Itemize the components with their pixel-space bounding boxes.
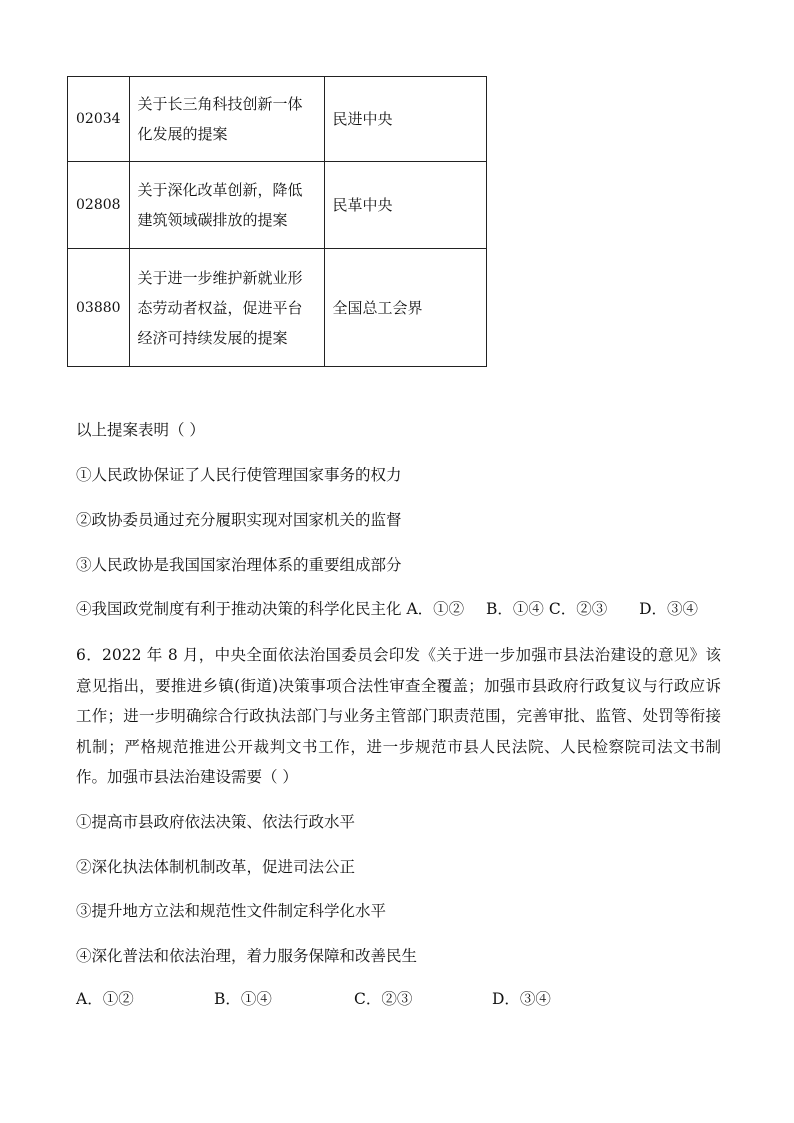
q6-option-a: A．①② — [76, 990, 134, 1008]
proposal-proposer: 民革中央 — [324, 162, 486, 249]
q6-option-c: C．②③ — [354, 990, 413, 1008]
proposal-title: 关于进一步维护新就业形态劳动者权益，促进平台经济可持续发展的提案 — [129, 249, 324, 367]
q6-options — [76, 987, 551, 1009]
table-row — [68, 249, 487, 367]
q6-item-3: ③提升地方立法和规范性文件制定科学化水平 — [76, 902, 387, 920]
q5-item-2: ②政协委员通过充分履职实现对国家机关的监督 — [76, 511, 402, 529]
proposal-number: 03880 — [68, 249, 130, 367]
proposal-table — [67, 76, 487, 367]
q5-item-3: ③人民政协是我国国家治理体系的重要组成部分 — [76, 556, 402, 574]
proposal-number: 02034 — [68, 77, 130, 162]
proposal-proposer: 全国总工会界 — [324, 249, 486, 367]
q6-stem: 6．2022 年 8 月，中央全面依法治国委员会印发《关于进一步加强市县法治建设的意见》该意见指出，要推进乡镇(街道)决策事项合法性审查全覆盖；加强市县政府行政复议与行政应诉工作；进一步明确综合行政执法部门与业务主管部门职责范围，完善审批、监管、处罚等衔接机制；严格规范推进公开裁判文书工作，进一步规范市县人民法院、人民检察院司法文书制作。加强市县法治建设需要（ ） — [76, 646, 721, 786]
q6-item-1: ①提高市县政府依法决策、依法行政水平 — [76, 813, 356, 831]
proposal-title: 关于长三角科技创新一体化发展的提案 — [129, 77, 324, 162]
q5-item-4: ④我国政党制度有利于推动决策的科学化民主化 — [76, 600, 402, 618]
q6-option-d: D．③④ — [492, 990, 551, 1008]
q5-option-a: A．①② — [406, 600, 465, 618]
q6-item-2: ②深化执法体制机制改革，促进司法公正 — [76, 858, 356, 876]
q6-option-b: B．①④ — [214, 990, 272, 1008]
q5-option-c: C．②③ — [548, 600, 608, 618]
proposal-title: 关于深化改革创新，降低建筑领域碳排放的提案 — [129, 162, 324, 249]
proposal-number: 02808 — [68, 162, 130, 249]
q5-item-1: ①人民政协保证了人民行使管理国家事务的权力 — [76, 466, 402, 484]
table-row — [68, 77, 487, 162]
q5-option-b: B．①④ — [486, 600, 544, 618]
table-row — [68, 162, 487, 249]
q6-item-4: ④深化普法和依法治理，着力服务保障和改善民生 — [76, 947, 418, 965]
q5-stem: 以上提案表明（ ） — [76, 421, 205, 439]
q5-item-4-with-options — [76, 597, 698, 619]
proposal-proposer: 民进中央 — [324, 77, 486, 162]
q5-option-d: D．③④ — [639, 600, 699, 618]
